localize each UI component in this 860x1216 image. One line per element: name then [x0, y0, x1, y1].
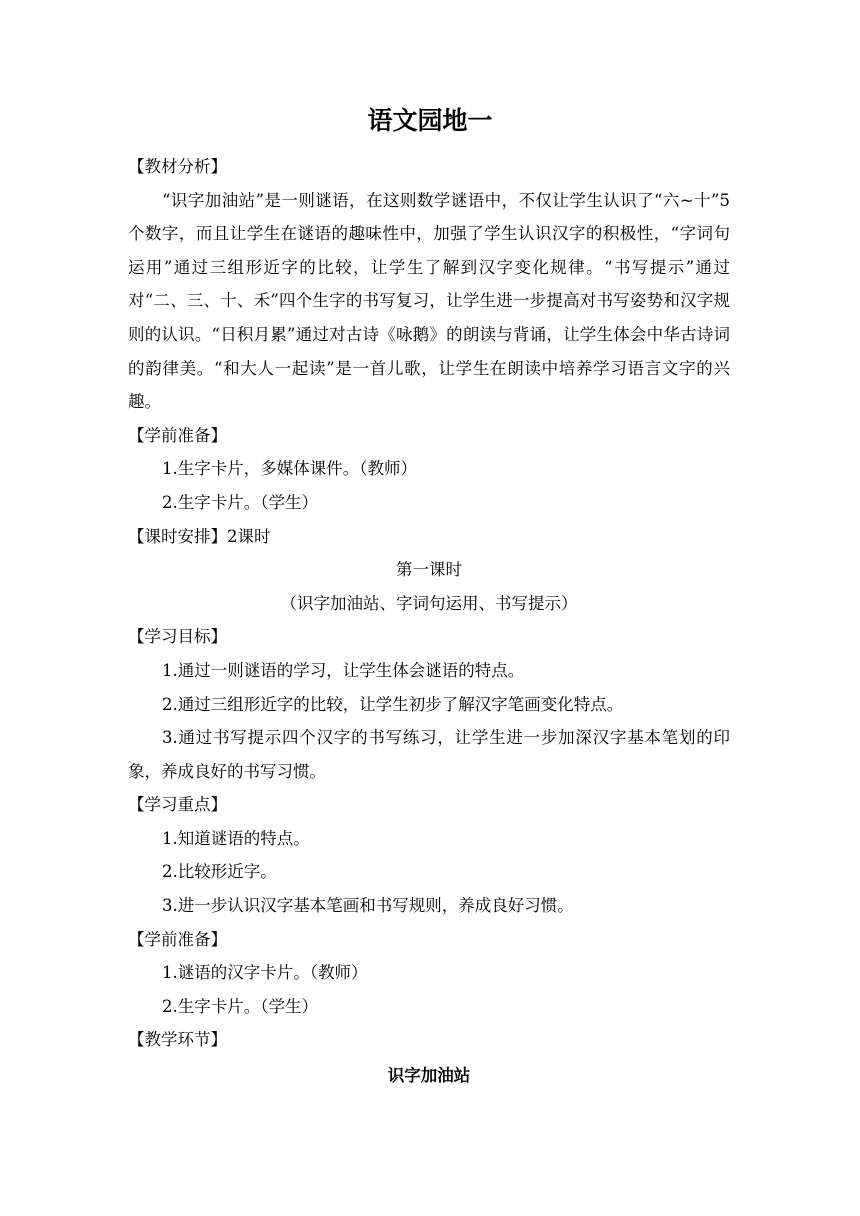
prep-item: 2.生字卡片。（学生）: [162, 492, 318, 512]
analysis-heading: 【教材分析】: [128, 157, 227, 176]
goal-item: 3.通过书写提示四个汉字的书写练习，让学生进一步加深汉字基本笔划的印象，养成良好的书写习惯。: [128, 728, 730, 781]
goals-heading: 【学习目标】: [128, 627, 227, 647]
prep-item: 1.生字卡片，多媒体课件。（教师）: [162, 459, 417, 479]
lesson-subtitle: （识字加油站、字词句运用、书写提示）: [280, 593, 578, 613]
keypoint-item: 1.知道谜语的特点。: [162, 828, 310, 848]
document-title: 语文园地一: [367, 106, 493, 135]
prep-item: 1.谜语的汉字卡片。（教师）: [162, 963, 368, 983]
steps-heading: 【教学环节】: [128, 1030, 227, 1050]
keypoint-item: 3.进一步认识汉字基本笔画和书写规则，养成良好习惯。: [162, 896, 574, 916]
section-title: 识字加油站: [387, 1066, 471, 1086]
schedule-line: 【课时安排】2课时: [128, 526, 271, 546]
goal-item: 2.通过三组形近字的比较，让学生初步了解汉字笔画变化特点。: [162, 694, 624, 714]
lesson-title: 第一课时: [396, 560, 462, 580]
prep-heading: 【学前准备】: [128, 929, 227, 949]
prep-item: 2.生字卡片。（学生）: [162, 996, 318, 1016]
prep-heading: 【学前准备】: [128, 425, 227, 445]
keypoint-item: 2.比较形近字。: [162, 862, 277, 882]
document-body: [128, 150, 730, 1093]
goal-item: 1.通过一则谜语的学习，让学生体会谜语的特点。: [162, 660, 525, 680]
keypoints-heading: 【学习重点】: [128, 795, 227, 815]
analysis-paragraph: “识字加油站”是一则谜语，在这则数学谜语中，不仅让学生认识了“六~十”5个数字，而且让学生在谜语的趣味性中，加强了学生认识汉字的积极性，“字词句运用”通过三组形近字的比较，让学生了解到汉字变化规律。“书写提示”通过对“二、三、十、禾”四个生字的书写复习，让学生进一步提高对书写姿势和汉字规则的认识。“日积月累”通过对古诗《咏鹅》的朗读与背诵，让学生体会中华古诗词的韵律美。“和大人一起读”是一首儿歌，让学生在朗读中培养学习语言文字的兴趣。: [128, 190, 730, 412]
